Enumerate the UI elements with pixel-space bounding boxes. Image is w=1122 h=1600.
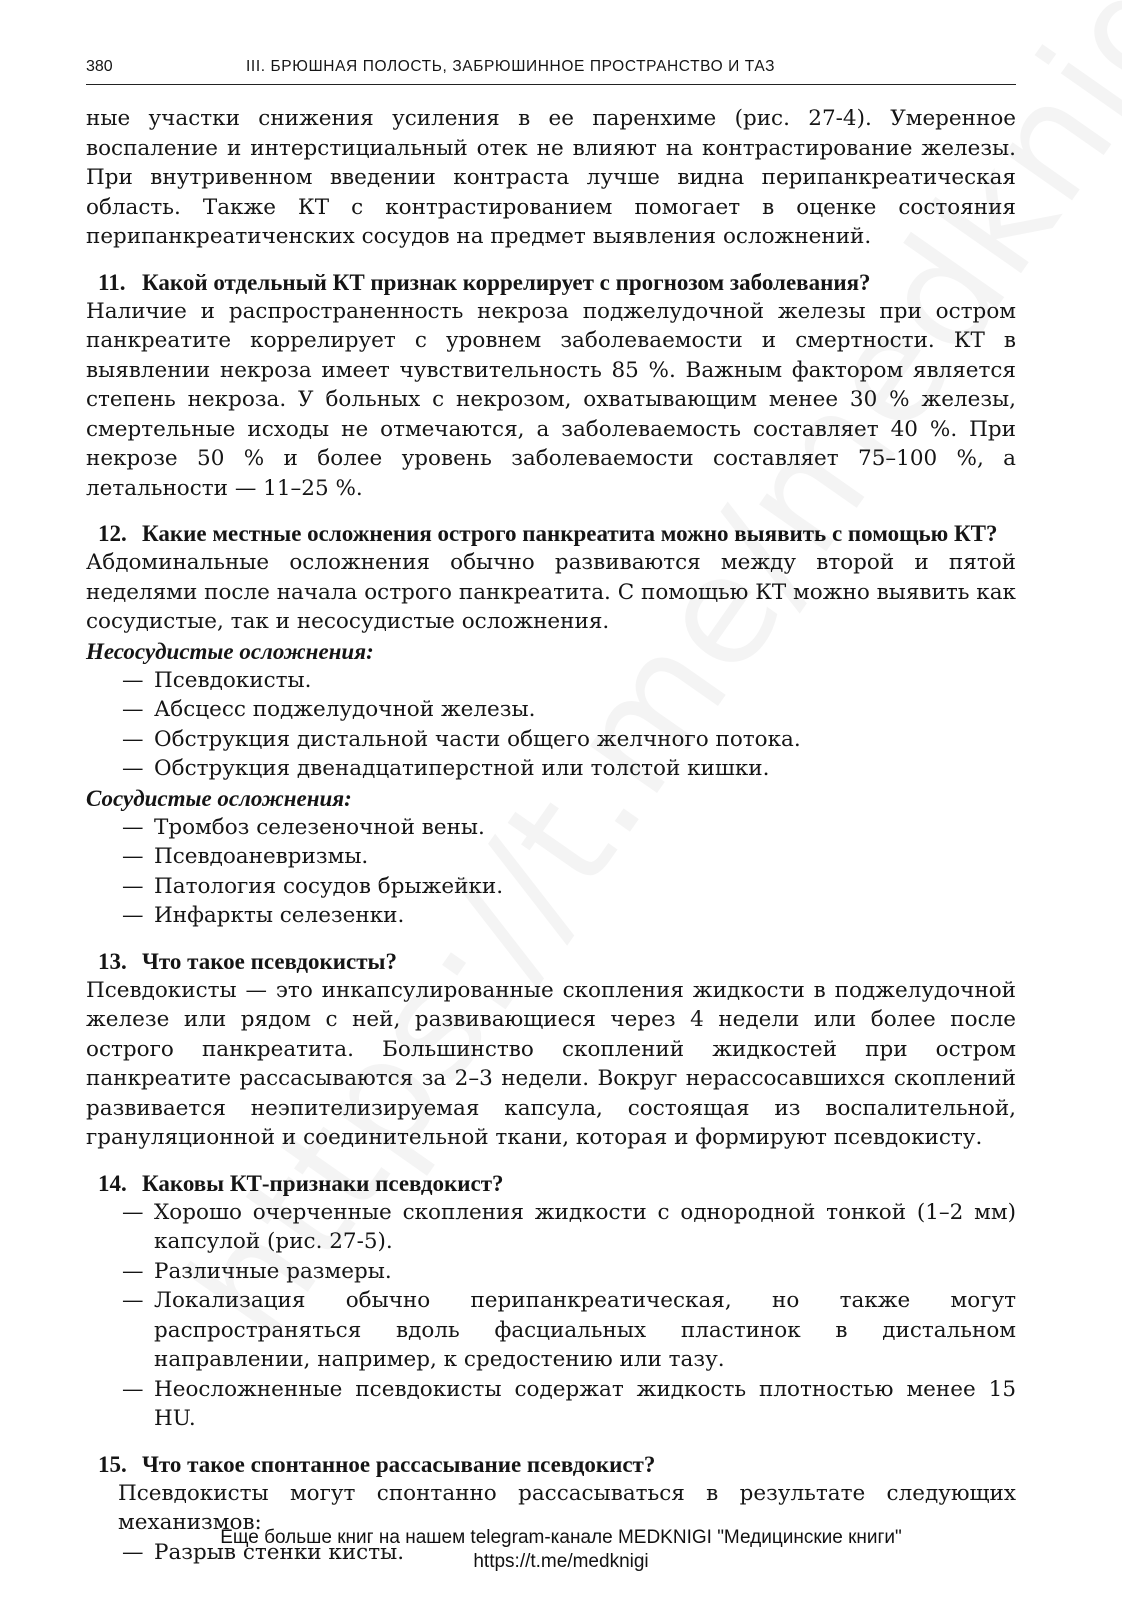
question-14-heading bbox=[86, 1169, 1016, 1198]
page-body bbox=[86, 104, 1016, 1567]
question-title: Что такое спонтанное рассасывание псевдокист? bbox=[142, 1451, 656, 1477]
dash-marker: — bbox=[122, 1539, 144, 1565]
list-item: — Хорошо очерченные скопления жидкости с однородной тонкой (1–2 мм) капсулой (рис. 27-5). bbox=[122, 1199, 1016, 1254]
dash-marker: — bbox=[122, 814, 144, 840]
question-title: Что такое псевдокисты? bbox=[142, 948, 398, 974]
list-item: — Обструкция дистальной части общего желчного потока. bbox=[86, 725, 1016, 755]
dash-marker: — bbox=[122, 726, 144, 752]
question-12-answer: Абдоминальные осложнения обычно развиваются между второй и пятой неделями после начала острого панкреатита. С помощью КТ можно выявить как сосудистые, так и несосудистые осложнения. bbox=[86, 550, 1016, 634]
question-title: Какие местные осложнения острого панкреатита можно выявить с помощью КТ? bbox=[142, 521, 998, 546]
nonvascular-subheading: Несосудистые осложнения: bbox=[86, 638, 374, 664]
page-number: 380 bbox=[86, 58, 113, 75]
list-item: — Неосложненные псевдокисты содержат жидкость плотностью менее 15 HU. bbox=[122, 1376, 1016, 1431]
dash-marker: — bbox=[122, 756, 144, 781]
list-item: — Локализация обычно перипанкреатическая, но также могут распространяться вдоль фасциальных пластинок в дистальном направлении, например, к средостению или тазу. bbox=[122, 1288, 1016, 1372]
question-11-heading bbox=[86, 268, 1016, 297]
question-number: 11. bbox=[98, 269, 126, 295]
dash-marker: — bbox=[122, 1199, 144, 1225]
list-item: — Инфаркты селезенки. bbox=[86, 901, 1016, 931]
list-item: — Псевдоаневризмы. bbox=[86, 842, 1016, 872]
dash-marker: — bbox=[122, 1258, 144, 1284]
intro-paragraph: ные участки снижения усиления в ее паренхиме (рис. 27-4). Умеренное воспаление и интерстициальный отек не влияют на контрастирование железы. При внутривенном введении контраста лучше видна перипанкреатическая область. Также КТ с контрастированием помогает в оценке состояния перипанкреатиченских сосудов на предмет выявления осложнений. bbox=[86, 106, 1016, 249]
question-number: 15. bbox=[98, 1451, 127, 1477]
list-item: — Патология сосудов брыжейки. bbox=[86, 872, 1016, 902]
nonvascular-list bbox=[86, 666, 1016, 784]
running-title: III. БРЮШНАЯ ПОЛОСТЬ, ЗАБРЮШИННОЕ ПРОСТРАНСТВО И ТАЗ bbox=[246, 58, 776, 75]
footer-promo-text: Еще больше книг на нашем telegram-канале MEDKNIGI "Медицинские книги" bbox=[220, 1527, 902, 1548]
dash-marker: — bbox=[122, 667, 144, 693]
vascular-list bbox=[86, 813, 1016, 931]
list-item: — Абсцесс поджелудочной железы. bbox=[86, 695, 1016, 725]
running-header bbox=[86, 58, 1016, 85]
list-item: — Разрыв стенки кисты. bbox=[86, 1538, 1016, 1568]
question-title: Какой отдельный КТ признак коррелирует с прогнозом заболевания? bbox=[142, 269, 871, 295]
question-15-heading bbox=[86, 1450, 1016, 1479]
question-number: 12. bbox=[98, 521, 127, 546]
vascular-subheading: Сосудистые осложнения: bbox=[86, 785, 352, 811]
question-15-answer: Псевдокисты могут спонтанно рассасываться в результате следующих механизмов: bbox=[118, 1480, 1016, 1535]
question-13-answer: Псевдокисты — это инкапсулированные скопления жидкости в поджелудочной железе или рядом с ней, развивающиеся через 4 недели или более после острого панкреатита. Большинство скоплений жидкостей при остром панкреатите рассасываются за 2–3 недели. Вокруг нерассосавшихся скоплений развивается неэпителизируемая капсула, состоящая из воспалительной, грануляционной и соединительной ткани, которая и формируют псевдокисту. bbox=[86, 977, 1016, 1150]
promo-footer bbox=[0, 1526, 1122, 1574]
dash-marker: — bbox=[122, 844, 144, 869]
list-item: — Тромбоз селезеночной вены. bbox=[86, 813, 1016, 843]
list-item: — Псевдокисты. bbox=[86, 666, 1016, 696]
dash-marker: — bbox=[122, 903, 144, 928]
dash-marker: — bbox=[122, 1288, 144, 1313]
question-number: 14. bbox=[98, 1170, 127, 1196]
dash-marker: — bbox=[122, 697, 144, 722]
dash-marker: — bbox=[122, 873, 144, 899]
question-number: 13. bbox=[98, 948, 127, 974]
dash-marker: — bbox=[122, 1376, 144, 1402]
question-14-list bbox=[86, 1198, 1016, 1434]
question-12-heading bbox=[86, 519, 1016, 548]
question-13-heading bbox=[86, 947, 1016, 976]
question-11-answer: Наличие и распространенность некроза поджелудочной железы при остром панкреатите коррелирует с уровнем заболеваемости и смертности. КТ в выявлении некроза имеет чувствительность 85 %. Важным фактором является степень некроза. У больных с некрозом, охватывающим менее 30 % железы, смертельные исходы не отмечаются, а заболеваемость составляет 40 %. При некрозе 50 % и более уровень заболеваемости составляет 75–100 %, а летальности — 11–25 %. bbox=[86, 298, 1016, 501]
question-title: Каковы КТ-признаки псевдокист? bbox=[142, 1170, 504, 1196]
footer-link[interactable]: https://t.me/medknigi bbox=[473, 1551, 649, 1572]
list-item: — Различные размеры. bbox=[86, 1257, 1016, 1287]
list-item: — Обструкция двенадцатиперстной или толстой кишки. bbox=[86, 754, 1016, 784]
